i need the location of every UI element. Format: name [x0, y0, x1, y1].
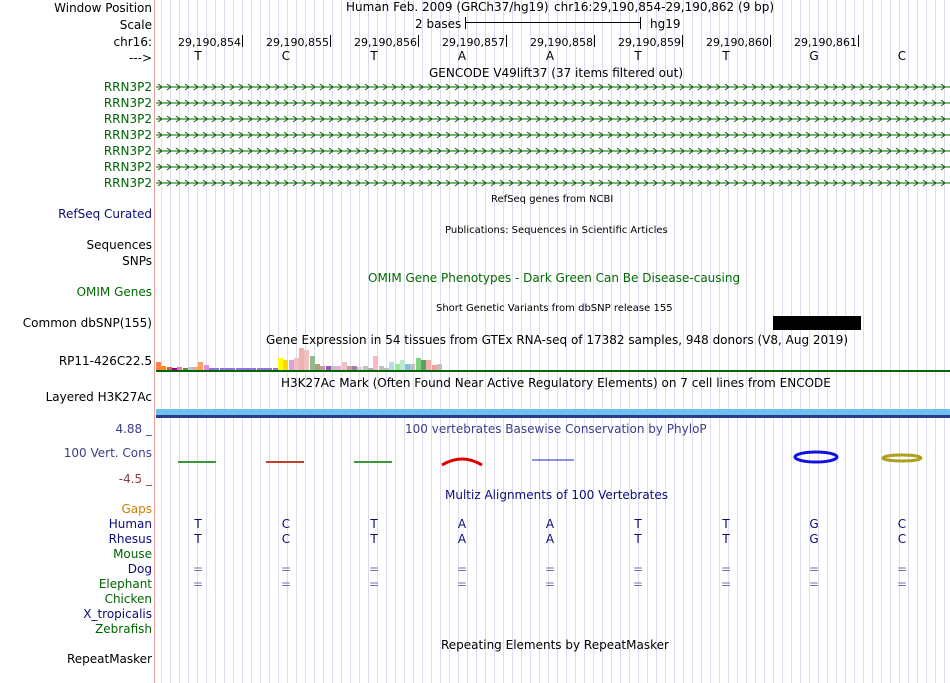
scale-bar — [465, 22, 641, 23]
alignment-base: T — [370, 532, 378, 546]
gtex-tissue-bar[interactable] — [310, 356, 315, 370]
reference-base: C — [281, 49, 291, 63]
gene-model-line[interactable] — [156, 130, 950, 140]
gtex-tissue-bar[interactable] — [416, 358, 421, 370]
dbsnp-track-title: Short Genetic Variants from dbSNP release 155 — [436, 303, 673, 314]
gene-label[interactable]: RRN3P2 — [103, 128, 152, 142]
gtex-tissue-bar[interactable] — [389, 362, 394, 370]
scale-label: Scale — [119, 18, 152, 32]
gtex-tissue-bar[interactable] — [426, 360, 431, 370]
scale-bar-db: hg19 — [650, 17, 681, 31]
dbsnp-track-label[interactable]: Common dbSNP(155) — [22, 316, 152, 330]
gtex-tissue-bar[interactable] — [342, 362, 347, 370]
gtex-tissue-bar[interactable] — [156, 362, 161, 370]
scale-bar-left-tick — [465, 17, 466, 29]
alignment-base: = — [280, 577, 292, 591]
alignment-base: T — [370, 517, 378, 531]
reference-base: T — [370, 49, 378, 63]
h3k27ac-track-title: H3K27Ac Mark (Often Found Near Active Regulatory Elements) on 7 cell lines from ENCODE — [281, 376, 831, 390]
gene-model-line[interactable] — [156, 114, 950, 124]
alignment-base: = — [368, 577, 380, 591]
reference-base: T — [634, 49, 642, 63]
alignment-base: A — [457, 517, 467, 531]
alignment-base: T — [194, 517, 202, 531]
sidebar-divider — [154, 0, 155, 683]
alignment-base: A — [545, 517, 555, 531]
window-position-label: Window Position — [54, 1, 152, 15]
ruler-position: 29,190,854 — [178, 36, 241, 49]
sequences-track-label[interactable]: Sequences — [86, 238, 152, 252]
alignment-base: T — [722, 517, 730, 531]
omim-track-title: OMIM Gene Phenotypes - Dark Green Can Be Disease-causing — [368, 271, 741, 285]
gtex-track-title: Gene Expression in 54 tissues from GTEx RNA-seq of 17382 samples, 948 donors (V8, Aug 2019) — [266, 333, 849, 347]
h3k27ac-track-label[interactable]: Layered H3K27Ac — [45, 390, 152, 404]
alignment-base: C — [281, 517, 291, 531]
ruler-position: 29,190,860 — [706, 36, 769, 49]
alignment-base: G — [809, 532, 819, 546]
gene-label[interactable]: RRN3P2 — [103, 112, 152, 126]
reference-base: T — [722, 49, 730, 63]
ruler-tick — [858, 35, 859, 47]
reference-base: A — [545, 49, 555, 63]
ruler-position: 29,190,859 — [618, 36, 681, 49]
gene-model-line[interactable] — [156, 98, 950, 108]
alignment-base: = — [456, 577, 468, 591]
refseq-track-label[interactable]: RefSeq Curated — [58, 207, 152, 221]
repeatmasker-track-label[interactable]: RepeatMasker — [66, 652, 152, 666]
alignment-base: G — [809, 517, 819, 531]
snps-track-label[interactable]: SNPs — [122, 254, 152, 268]
omim-track-label[interactable]: OMIM Genes — [76, 285, 152, 299]
ruler-tick — [242, 35, 243, 47]
dbsnp-variant-block[interactable] — [773, 316, 861, 330]
species-label: Zebrafish — [95, 622, 152, 636]
species-label: Mouse — [113, 547, 152, 561]
gene-model-line[interactable] — [156, 178, 950, 188]
ruler-position: 29,190,855 — [266, 36, 329, 49]
ruler-tick — [682, 35, 683, 47]
alignment-base: = — [280, 562, 292, 576]
window-position-value: chr16:29,190,854-29,190,862 (9 bp) — [554, 0, 775, 14]
alignment-base: C — [897, 532, 907, 546]
cons-track-label[interactable]: 100 Vert. Cons — [63, 446, 152, 460]
reference-base: C — [897, 49, 907, 63]
species-label: Chicken — [104, 592, 152, 606]
gene-label[interactable]: RRN3P2 — [103, 96, 152, 110]
ruler-tick — [418, 35, 419, 47]
species-label: X_tropicalis — [83, 607, 152, 621]
alignment-base: = — [808, 577, 820, 591]
alignment-base: = — [632, 562, 644, 576]
phylop-mark-G — [795, 452, 837, 462]
refseq-track-title: RefSeq genes from NCBI — [491, 194, 614, 205]
phylop-mark-C — [883, 455, 921, 461]
gtex-tissue-bar[interactable] — [421, 360, 426, 370]
alignment-base: = — [896, 577, 908, 591]
ruler-tick — [506, 35, 507, 47]
ruler-position: 29,190,861 — [794, 36, 857, 49]
reference-base: A — [457, 49, 467, 63]
gtex-tissue-bar[interactable] — [304, 350, 309, 370]
phylop-logo[interactable] — [156, 445, 950, 475]
reference-base: T — [194, 49, 202, 63]
gtex-tissue-bar[interactable] — [283, 360, 288, 370]
scale-bar-label: 2 bases — [415, 17, 462, 31]
gene-model-line[interactable] — [156, 82, 950, 92]
gtex-tissue-bar[interactable] — [400, 360, 405, 370]
gene-label[interactable]: RRN3P2 — [103, 80, 152, 94]
alignment-base: C — [897, 517, 907, 531]
alignment-base: = — [896, 562, 908, 576]
ruler-position: 29,190,857 — [442, 36, 505, 49]
cons-max-label: 4.88 _ — [115, 422, 152, 436]
alignment-base: = — [192, 577, 204, 591]
genome-browser-track-area[interactable] — [156, 0, 950, 683]
alignment-base: C — [281, 532, 291, 546]
alignment-base: = — [720, 562, 732, 576]
ruler-position: 29,190,856 — [354, 36, 417, 49]
ruler-tick — [770, 35, 771, 47]
publications-track-title: Publications: Sequences in Scientific Articles — [445, 225, 668, 236]
track-label-sidebar — [0, 0, 154, 683]
gene-label[interactable]: RRN3P2 — [103, 176, 152, 190]
alignment-base: = — [544, 562, 556, 576]
species-label: Human — [108, 517, 152, 531]
alignment-base: = — [456, 562, 468, 576]
assembly-title: Human Feb. 2009 (GRCh37/hg19) — [346, 0, 549, 14]
h3k27ac-signal-base — [156, 415, 950, 418]
ruler-position: 29,190,858 — [530, 36, 593, 49]
reference-base: G — [809, 49, 819, 63]
alignment-base: T — [634, 517, 642, 531]
alignment-base: T — [634, 532, 642, 546]
repeatmasker-track-title: Repeating Elements by RepeatMasker — [441, 638, 669, 652]
alignment-base: T — [194, 532, 202, 546]
gaps-label: Gaps — [121, 502, 152, 516]
phylop-track-title: 100 vertebrates Basewise Conservation by PhyloP — [405, 422, 707, 436]
multiz-track-title: Multiz Alignments of 100 Vertebrates — [445, 488, 669, 502]
alignment-base: = — [544, 577, 556, 591]
ruler-tick — [594, 35, 595, 47]
gene-model-line[interactable] — [156, 162, 950, 172]
gene-model-line[interactable] — [156, 146, 950, 156]
alignment-base: = — [192, 562, 204, 576]
alignment-base: = — [808, 562, 820, 576]
gtex-gene-label[interactable]: RP11-426C22.5 — [58, 354, 152, 368]
gtex-tissue-bar[interactable] — [299, 348, 304, 370]
gtex-tissue-bar[interactable] — [294, 358, 299, 370]
scale-bar-right-tick — [640, 17, 641, 29]
species-label: Elephant — [98, 577, 152, 591]
alignment-base: = — [720, 577, 732, 591]
ruler-tick — [330, 35, 331, 47]
alignment-base: T — [722, 532, 730, 546]
gencode-track-title: GENCODE V49lift37 (37 items filtered out) — [429, 66, 684, 80]
alignment-base: = — [632, 577, 644, 591]
phylop-mark-A — [442, 459, 482, 465]
strand-label: ---> — [128, 51, 152, 65]
gtex-tissue-bar[interactable] — [278, 358, 283, 370]
gtex-tissue-bar[interactable] — [198, 362, 203, 370]
chromosome-label: chr16: — [113, 35, 152, 49]
gtex-tissue-bar[interactable] — [373, 356, 378, 370]
gene-label[interactable]: RRN3P2 — [103, 160, 152, 174]
gtex-baseline — [156, 370, 950, 372]
species-label: Rhesus — [108, 532, 152, 546]
species-label: Dog — [127, 562, 152, 576]
gene-label[interactable]: RRN3P2 — [103, 144, 152, 158]
alignment-base: = — [368, 562, 380, 576]
gtex-tissue-bar[interactable] — [289, 360, 294, 370]
alignment-base: A — [457, 532, 467, 546]
alignment-base: A — [545, 532, 555, 546]
cons-min-label: -4.5 _ — [118, 472, 152, 486]
